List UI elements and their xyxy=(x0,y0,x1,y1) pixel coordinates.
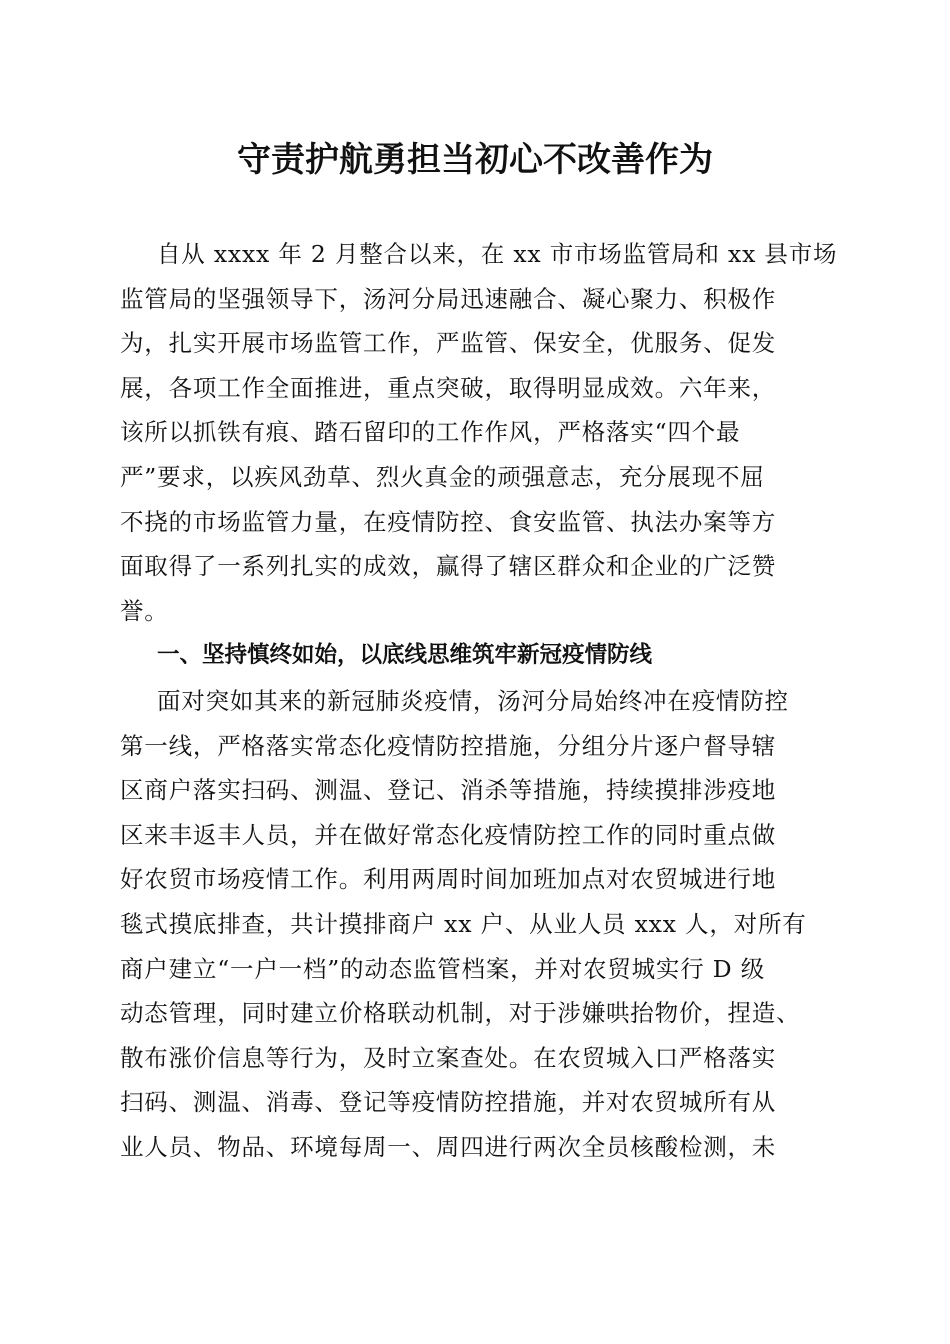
paragraph-line: 毯式摸底排查，共计摸排商户 xx 户、从业人员 xxx 人，对所有 xyxy=(120,909,807,938)
paragraph-line: 扫码、测温、消毒、登记等疫情防控措施，并对农贸城所有从 xyxy=(120,1088,777,1117)
paragraph-line: 严”要求，以疾风劲草、烈火真金的顽强意志，充分展现不屈 xyxy=(120,462,765,491)
paragraph-line: 为，扎实开展市场监管工作，严监管、保安全，优服务、促发 xyxy=(120,329,777,358)
paragraph-line: 展，各项工作全面推进，重点突破，取得明显成效。六年来， xyxy=(120,373,777,402)
paragraph-line: 不挠的市场监管力量，在疫情防控、食安监管、执法办案等方 xyxy=(120,507,777,536)
paragraph-line: 商户建立“一户一档”的动态监管档案，并对农贸城实行 D 级 xyxy=(120,954,766,983)
paragraph-line: 区商户落实扫码、测温、登记、消杀等措施，持续摸排涉疫地 xyxy=(120,776,777,805)
paragraph-line: 动态管理，同时建立价格联动机制，对于涉嫌哄抬物价，捏造、 xyxy=(120,999,801,1028)
paragraph-line: 第一线，严格落实常态化疫情防控措施，分组分片逐户督导辖 xyxy=(120,731,777,760)
paragraph-line: 业人员、物品、环境每周一、周四进行两次全员核酸检测，未 xyxy=(120,1132,777,1161)
paragraph-line: 誉。 xyxy=(120,596,169,625)
paragraph-line: 区来丰返丰人员，并在做好常态化疫情防控工作的同时重点做 xyxy=(120,820,777,849)
document-title: 守责护航勇担当初心不改善作为 xyxy=(237,140,713,180)
paragraph-line: 该所以抓铁有痕、踏石留印的工作作风，严格落实“四个最 xyxy=(120,418,741,447)
paragraph-epidemic xyxy=(120,679,832,1170)
section-heading-1: 一、坚持慎终如始，以底线思维筑牢新冠疫情防线 xyxy=(157,642,653,668)
paragraph-line: 好农贸市场疫情工作。利用两周时间加班加点对农贸城进行地 xyxy=(120,865,777,894)
paragraph-line: 散布涨价信息等行为，及时立案查处。在农贸城入口严格落实 xyxy=(120,1043,777,1072)
paragraph-intro xyxy=(120,232,838,633)
paragraph-line: 面取得了一系列扎实的成效，赢得了辖区群众和企业的广泛赞 xyxy=(120,552,777,581)
paragraph-line: 自从 xxxx 年 2 月整合以来，在 xx 市市场监管局和 xx 县市场 xyxy=(157,240,838,268)
paragraph-line: 监管局的坚强领导下，汤河分局迅速融合、凝心聚力、积极作 xyxy=(120,284,777,313)
paragraph-line: 面对突如其来的新冠肺炎疫情，汤河分局始终冲在疫情防控 xyxy=(157,687,789,715)
